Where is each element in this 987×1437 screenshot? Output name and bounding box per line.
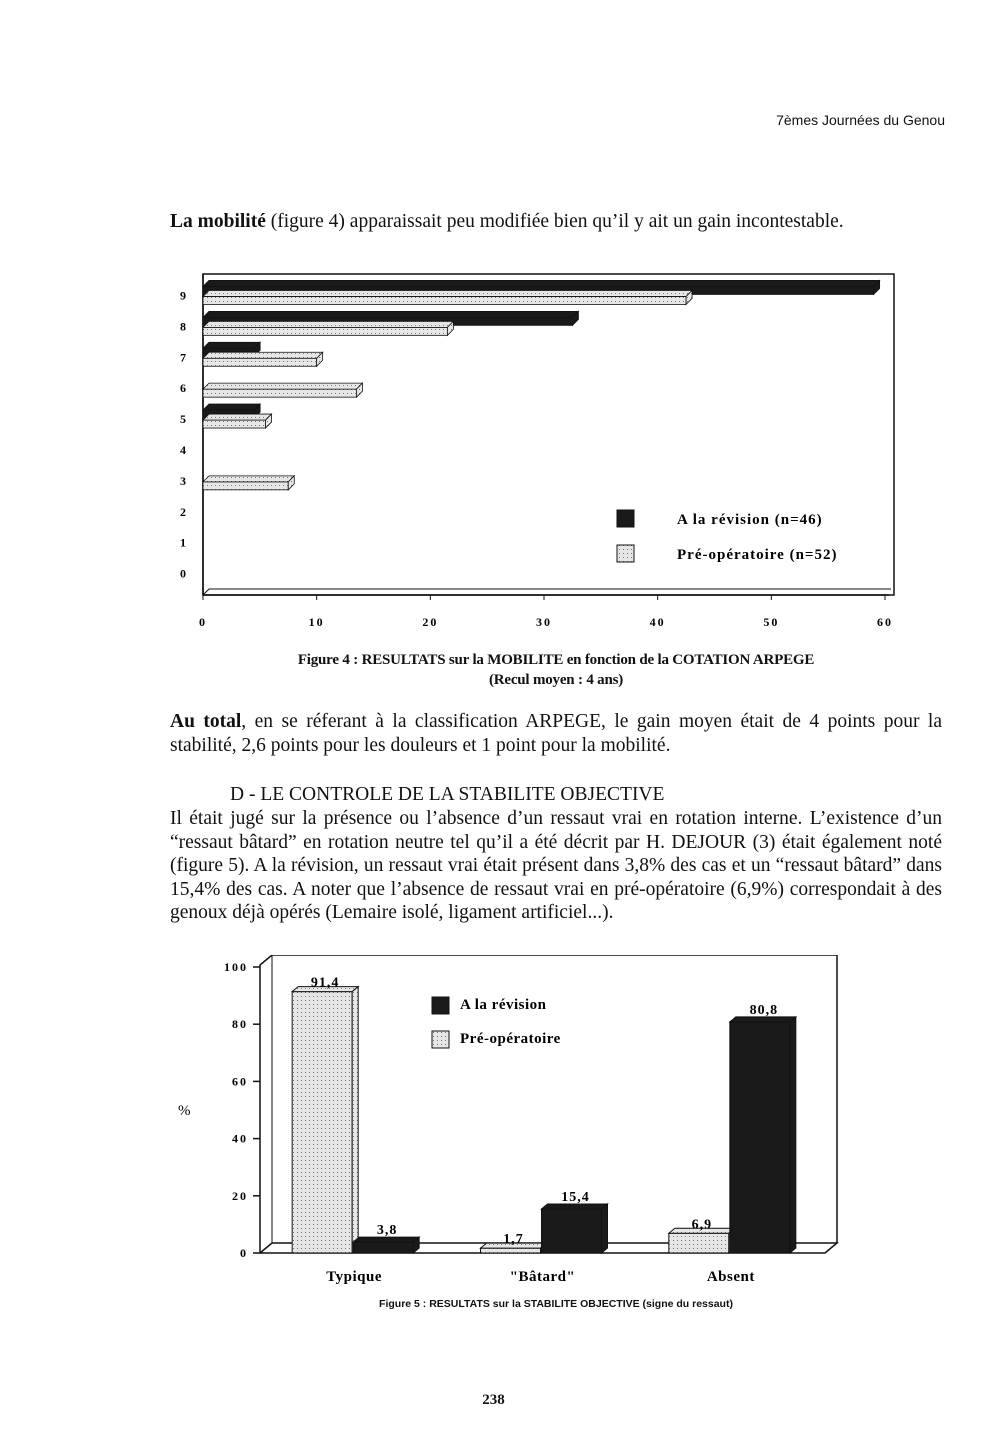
bar-revision-side bbox=[602, 1204, 608, 1253]
bar-preop bbox=[203, 414, 272, 428]
bar-preop-front bbox=[203, 482, 288, 490]
floor-edge bbox=[203, 589, 891, 595]
bar-revision-top bbox=[203, 280, 880, 286]
x-tick-label: 40 bbox=[649, 615, 666, 629]
bar-preop-front bbox=[203, 296, 686, 304]
mobility-paragraph bbox=[170, 210, 942, 234]
bar-revision-side bbox=[790, 1017, 796, 1253]
bar-revision bbox=[542, 1204, 608, 1253]
figure-4-chart bbox=[150, 268, 920, 638]
x-tick-label: 50 bbox=[763, 615, 780, 629]
bar-revision-top bbox=[203, 404, 260, 410]
y-category-label: 9 bbox=[180, 288, 186, 303]
figure-5-caption: Figure 5 : RESULTATS sur la STABILITE OBJECTIVE (signe du ressaut) bbox=[379, 1298, 733, 1310]
y-category-label: 8 bbox=[180, 319, 186, 334]
total-text: , en se réferant à la classification ARPEGE, le gain moyen était de 4 points pour la stabilité, 2,6 points pour les douleurs et 1 point pour la mobilité. bbox=[170, 711, 942, 756]
legend-label-revision: A la révision bbox=[460, 997, 547, 1013]
data-label-revision: 80,8 bbox=[749, 1002, 779, 1018]
x-category-label: "Bâtard" bbox=[509, 1269, 576, 1285]
bar-preop bbox=[203, 321, 453, 335]
bar-preop-top bbox=[203, 321, 453, 327]
y-axis-label: % bbox=[178, 1103, 191, 1119]
y-category-label: 1 bbox=[180, 535, 186, 550]
bar-preop bbox=[203, 352, 323, 366]
y-tick-label: 40 bbox=[232, 1131, 248, 1146]
data-label-revision: 3,8 bbox=[376, 1223, 398, 1239]
x-category-label: Absent bbox=[706, 1269, 755, 1285]
legend-label-revision: A la révision (n=46) bbox=[677, 512, 823, 528]
bar-preop-top bbox=[203, 290, 692, 296]
y-category-label: 7 bbox=[180, 350, 186, 365]
y-tick-label: 100 bbox=[224, 960, 248, 974]
y-category-label: 0 bbox=[180, 566, 186, 581]
running-header: 7èmes Journées du Genou bbox=[776, 112, 945, 128]
y-category-label: 5 bbox=[180, 412, 186, 427]
legend-label-preop: Pré-opératoire bbox=[460, 1031, 561, 1047]
bar-preop-top bbox=[203, 352, 323, 358]
bar-revision bbox=[353, 1237, 419, 1253]
data-label-preop: 1,7 bbox=[503, 1232, 524, 1248]
bar-preop-top bbox=[203, 383, 362, 389]
figure-4-caption-line1: Figure 4 : RESULTATS sur la MOBILITE en fonction de la COTATION ARPEGE bbox=[297, 652, 815, 668]
y-tick-label: 80 bbox=[232, 1017, 248, 1032]
data-label-preop: 6,9 bbox=[691, 1217, 713, 1233]
x-tick-label: 60 bbox=[877, 615, 893, 629]
bar-preop-top bbox=[203, 414, 272, 420]
y-category-label: 6 bbox=[180, 381, 186, 396]
y-category-label: 2 bbox=[180, 504, 186, 519]
figure-5-chart bbox=[160, 955, 860, 1290]
y-tick-label: 20 bbox=[232, 1188, 248, 1203]
data-label-preop: 91,4 bbox=[310, 975, 340, 991]
bar-preop-front bbox=[669, 1233, 729, 1253]
x-tick-label: 10 bbox=[308, 615, 325, 629]
mobility-text: (figure 4) apparaissait peu modifiée bien qu’il y ait un gain incontestable. bbox=[265, 211, 844, 232]
bar-preop-top bbox=[203, 476, 294, 482]
x-category-label: Typique bbox=[326, 1269, 383, 1285]
bar-preop-front bbox=[203, 389, 356, 397]
bar-revision-front bbox=[542, 1209, 602, 1253]
y-tick-label: 0 bbox=[240, 1246, 248, 1260]
bar-preop bbox=[203, 476, 294, 490]
bar-revision-front bbox=[353, 1242, 413, 1253]
data-label-revision: 15,4 bbox=[561, 1189, 590, 1205]
legend-swatch-preop bbox=[432, 1031, 449, 1048]
bar-preop bbox=[292, 987, 358, 1253]
bar-preop-front bbox=[481, 1248, 541, 1253]
bar-preop bbox=[203, 290, 692, 304]
x-tick-label: 30 bbox=[536, 615, 552, 629]
legend-swatch-revision bbox=[617, 510, 634, 527]
y-category-label: 3 bbox=[180, 473, 186, 488]
figure-4-caption bbox=[170, 650, 942, 690]
bar-preop-front bbox=[203, 327, 447, 335]
total-paragraph bbox=[170, 710, 942, 757]
legend-label-preop: Pré-opératoire (n=52) bbox=[677, 547, 838, 563]
x-tick-label: 20 bbox=[422, 615, 439, 629]
section-d-heading: D - LE CONTROLE DE LA STABILITE OBJECTIVE bbox=[230, 784, 665, 805]
section-d-body: Il était jugé sur la présence ou l’absence d’un ressaut vrai en rotation interne. L’existence d’un “ressaut bâtard” en rotation neutre tel qu’il a été décrit par H. DEJOUR (3) était également noté (figure 5). A la révision, un ressaut vrai était présent dans 3,8% des cas et un “ressaut bâtard” dans 15,4% des cas. A noter que l’absence de ressaut vrai en pré-opératoire (6,9%) correspondait à des genoux déjà opérés (Lemaire isolé, ligament artificiel...). bbox=[170, 808, 942, 923]
figure-4-caption-line2: (Recul moyen : 4 ans) bbox=[488, 672, 624, 688]
bar-preop bbox=[203, 383, 362, 397]
bar-revision-top bbox=[203, 342, 260, 348]
bar-preop-side bbox=[352, 987, 358, 1253]
bar-preop-front bbox=[203, 358, 317, 366]
page-number: 238 bbox=[482, 1392, 505, 1408]
y-category-label: 4 bbox=[180, 442, 186, 457]
mobility-bold: La mobilité bbox=[170, 211, 266, 232]
bar-preop-front bbox=[292, 992, 352, 1253]
bar-revision-top bbox=[203, 311, 578, 317]
y-tick-label: 60 bbox=[232, 1074, 248, 1089]
bar-revision-front bbox=[730, 1022, 790, 1253]
legend-swatch-revision bbox=[432, 997, 449, 1014]
total-bold: Au total bbox=[170, 711, 242, 732]
legend-swatch-preop bbox=[617, 545, 634, 562]
bar-revision bbox=[730, 1017, 796, 1253]
bar-preop-front bbox=[203, 420, 266, 428]
x-tick-label: 0 bbox=[199, 615, 207, 629]
